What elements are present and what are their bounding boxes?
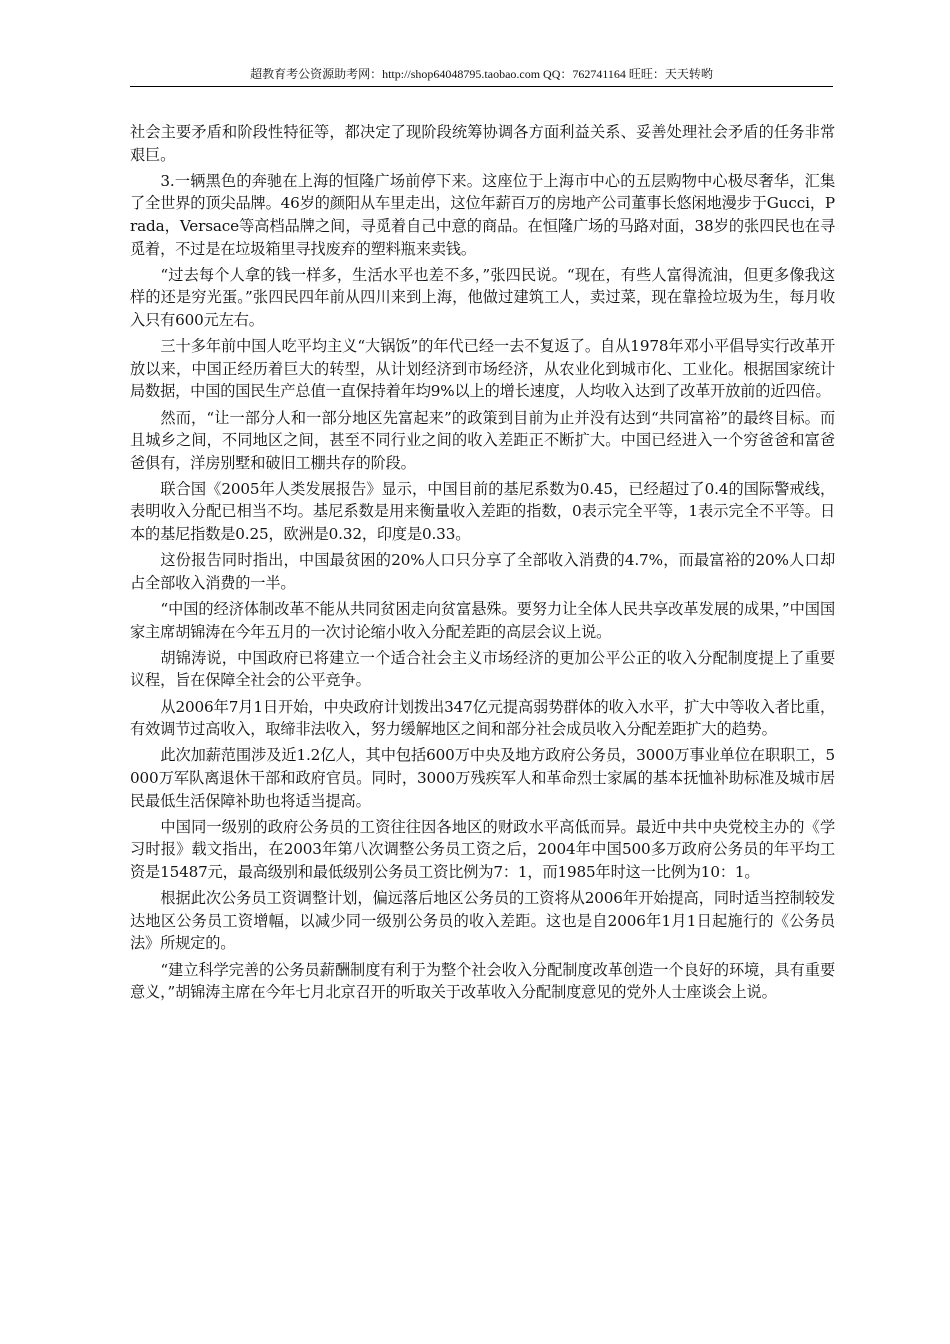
- paragraph: “过去每个人拿的钱一样多，生活水平也差不多，”张四民说。“现在，有些人富得流油，但更多像我这样的还是穷光蛋。”张四民四年前从四川来到上海，他做过建筑工人，卖过菜，现在靠捡垃圾为生，每月收入只有600元左右。: [130, 265, 835, 329]
- paragraph: 联合国《2005年人类发展报告》显示，中国目前的基尼系数为0.45，已经超过了0.4的国际警戒线，表明收入分配已相当不均。基尼系数是用来衡量收入差距的指数，0表示完全平等，1表示完全不平等。日本的基尼指数是0.25，欧洲是0.32，印度是0.33。: [130, 479, 835, 544]
- paragraph: 此次加薪范围涉及近1.2亿人，其中包括600万中央及地方政府公务员，3000万事业单位在职职工，5000万军队离退休干部和政府官员。同时，3000万残疾军人和革命烈士家属的基本抚恤补助标准及城市居民最低生活保障补助也将适当提高。: [130, 746, 835, 810]
- paragraph-continuation: 社会主要矛盾和阶段性特征等，都决定了现阶段统筹协调各方面利益关系、妥善处理社会矛盾的任务非常艰巨。: [130, 123, 835, 164]
- paragraph: 胡锦涛说，中国政府已将建立一个适合社会主义市场经济的更加公平公正的收入分配制度提上了重要议程，旨在保障全社会的公平竞争。: [130, 648, 835, 690]
- paragraph: “建立科学完善的公务员薪酬制度有利于为整个社会收入分配制度改革创造一个良好的环境，具有重要意义，”胡锦涛主席在今年七月北京召开的听取关于改革收入分配制度意见的党外人士座谈会上说。: [130, 960, 835, 1002]
- paragraph: 3.一辆黑色的奔驰在上海的恒隆广场前停下来。这座位于上海市中心的五层购物中心极尽奢华，汇集了全世界的顶尖品牌。46岁的颜阳从车里走出，这位年薪百万的房地产公司董事长悠闲地漫步于Gucci，Prada，Versace等高档品牌之间，寻觅着自己中意的商品。在恒隆广场的马路对面，38岁的张四民也在寻觅着，不过是在垃圾箱里寻找废弃的塑料瓶来卖钱。: [130, 171, 835, 258]
- paragraph: 这份报告同时指出，中国最贫困的20%人口只分享了全部收入消费的4.7%，而最富裕的20%人口却占全部收入消费的一半。: [130, 551, 835, 592]
- paragraph: 然而，“让一部分人和一部分地区先富起来”的政策到目前为止并没有达到“共同富裕”的最终目标。而且城乡之间，不同地区之间，甚至不同行业之间的收入差距正不断扩大。中国已经进入一个穷爸爸和富爸爸俱有，洋房别墅和破旧工棚共存的阶段。: [130, 408, 835, 472]
- paragraph: 中国同一级别的政府公务员的工资往往因各地区的财政水平高低而异。最近中共中央党校主办的《学习时报》载文指出，在2003年第八次调整公务员工资之后，2004年中国500多万政府公务员的年平均工资是15487元，最高级别和最低级别公务员工资比例为7：1，而1985年时这一比例为10：1。: [130, 817, 835, 881]
- paragraph: “中国的经济体制改革不能从共同贫困走向贫富悬殊。要努力让全体人民共享改革发展的成果，”中国国家主席胡锦涛在今年五月的一次讨论缩小收入分配差距的高层会议上说。: [130, 600, 835, 641]
- page-header: 超教育考公资源助考网：http://shop64048795.taobao.com QQ：762741164 旺旺：天天转哟: [250, 67, 713, 81]
- paragraph: 根据此次公务员工资调整计划，偏远落后地区公务员的工资将从2006年开始提高，同时适当控制较发达地区公务员工资增幅，以减少同一级别公务员的收入差距。这也是自2006年1月1日起施行的《公务员法》所规定的。: [130, 889, 835, 953]
- paragraph: 三十多年前中国人吃平均主义“大锅饭”的年代已经一去不复返了。自从1978年邓小平倡导实行改革开放以来，中国正经历着巨大的转型，从计划经济到市场经济，从农业化到城市化、工业化。根据国家统计局数据，中国的国民生产总值一直保持着年均9%以上的增长速度，人均收入达到了改革开放前的近四倍。: [130, 337, 835, 401]
- header-divider: [130, 86, 833, 87]
- paragraph: 从2006年7月1日开始，中央政府计划拨出347亿元提高弱势群体的收入水平，扩大中等收入者比重，有效调节过高收入，取缔非法收入，努力缓解地区之间和部分社会成员收入分配差距扩大的趋势。: [130, 697, 835, 739]
- document-body: [130, 121, 835, 1007]
